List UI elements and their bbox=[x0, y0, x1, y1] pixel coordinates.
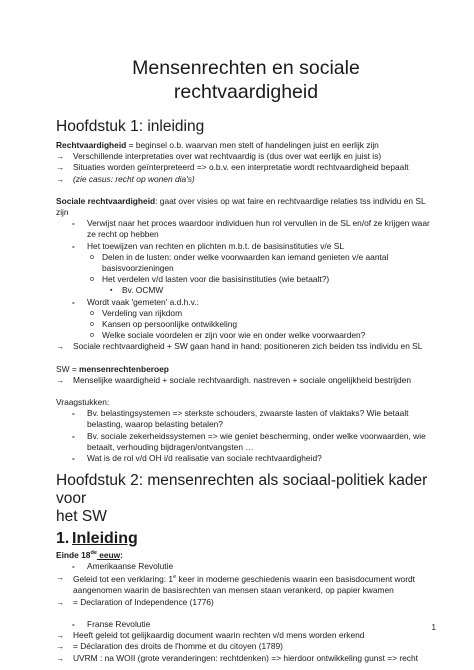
arrow-item: → Geleid tot een verklaring: 1e keer in moderne geschiedenis waarin een basisdocument wordt bbox=[56, 572, 415, 585]
circle-item: o Het verdelen v/d lasten voor die basisinstituties (wie betaalt?) bbox=[90, 274, 330, 285]
dash-bullet: - bbox=[72, 430, 75, 441]
page-number: 1 bbox=[431, 623, 436, 632]
arrow-item: → Sociale rechtvaardigheid + SW gaan hand in hand: positioneren zich beiden tss individu en SL bbox=[56, 341, 423, 352]
arrow-icon: → bbox=[56, 374, 65, 385]
arrow-item: → Verschillende interpretaties over wat rechtvaardig is (dus over wat eerlijk en juist is) bbox=[56, 151, 382, 162]
dash-item: - Wordt vaak 'gemeten' a.d.h.v.: bbox=[72, 296, 199, 307]
term: Sociale rechtvaardigheid bbox=[56, 195, 156, 206]
square-bullet: ▪ bbox=[110, 287, 113, 295]
arrow-icon: → bbox=[56, 630, 65, 641]
dash-item-continued: belasting, waarop belasting betalen? bbox=[87, 419, 223, 430]
circle-item: o Kansen op persoonlijke ontwikkeling bbox=[90, 319, 238, 330]
circle-bullet: o bbox=[90, 276, 94, 284]
vraagstukken-label: Vraagstukken: bbox=[56, 397, 110, 408]
circle-bullet: o bbox=[90, 321, 94, 329]
term: Rechtvaardigheid bbox=[56, 140, 127, 150]
definition-rechtvaardigheid bbox=[56, 140, 436, 151]
dash-bullet: - bbox=[72, 296, 75, 307]
title-line-1: Mensenrechten en sociale bbox=[132, 57, 360, 79]
title-line-2: rechtvaardigheid bbox=[173, 81, 319, 103]
document-title bbox=[56, 0, 436, 104]
chapter-2-heading: Hoofdstuk 2: mensenrechten als sociaal-politiek kader voor het SW bbox=[56, 472, 428, 526]
sw-definition: SW = mensenrechtenberoep bbox=[56, 363, 169, 374]
circle-item: o Verdeling van rijkdom bbox=[90, 307, 183, 318]
term: mensenrechtenberoep bbox=[79, 363, 169, 374]
dash-item: - Bv. sociale zekerheidssystemen => wie geniet bescherming, onder welke voorwaarden, wie bbox=[72, 430, 426, 441]
arrow-item: → Menselijke waardigheid + sociale rechtvaardigh. nastreven + sociale ongelijkheid bestrijden bbox=[56, 374, 411, 385]
arrow-item: → UVRM : na WOII (grote veranderingen: rechtdenken) => hierdoor ontwikkeling gunst => recht bbox=[56, 652, 418, 663]
arrow-icon: → bbox=[56, 652, 65, 663]
arrow-icon: → bbox=[56, 572, 65, 583]
arrow-item: → (zie casus: recht op wonen dia's) bbox=[56, 173, 195, 184]
dash-bullet: - bbox=[72, 218, 75, 229]
definition-text: = beginsel o.b. waarvan men stelt of handelingen juist en eerlijk zijn bbox=[126, 140, 379, 150]
dash-item-continued: betaalt, verhouding bijdragen/ontvangsten … bbox=[87, 441, 254, 452]
era-label: Einde 18de eeuw: bbox=[56, 550, 123, 561]
definition-sociale-rechtvaardigheid: Sociale rechtvaardigheid: gaat over visies op wat faire en rechtvaardige relaties tss individu en SL zijn bbox=[56, 195, 426, 218]
arrow-item-continued: aangenomen waarin de basisrechten van mensen staan verankerd, op papier kwamen bbox=[73, 585, 394, 596]
arrow-item: → Situaties worden geïnterpreteerd => o.b.v. een interpretatie wordt rechtvaardigheid bepaalt bbox=[56, 162, 409, 173]
section-heading: 1. Inleiding bbox=[56, 530, 138, 548]
dash-bullet: - bbox=[72, 453, 75, 464]
circle-bullet: o bbox=[90, 332, 94, 340]
arrow-icon: → bbox=[56, 162, 65, 173]
dash-item: - Wat is de rol v/d OH i/d realisatie van sociale rechtvaardigheid? bbox=[72, 453, 322, 464]
dash-bullet: - bbox=[72, 240, 75, 251]
arrow-icon: → bbox=[56, 151, 65, 162]
circle-bullet: o bbox=[90, 309, 94, 317]
arrow-icon: → bbox=[56, 173, 65, 184]
arrow-item: → = Déclaration des droits de l'homme et du citoyen (1789) bbox=[56, 641, 283, 652]
chapter-1-heading: Hoofdstuk 1: inleiding bbox=[56, 118, 205, 135]
circle-item: o Delen in de lusten: onder welke voorwaarden kan iemand genieten v/e aantal bbox=[90, 251, 389, 262]
dash-item: - Verwijst naar het proces waardoor individuen hun rol vervullen in de SL en/of ze krijgen waar bbox=[72, 218, 430, 229]
dash-bullet: - bbox=[72, 618, 75, 629]
dash-item: - Franse Revolutie bbox=[72, 618, 151, 629]
arrow-icon: → bbox=[56, 596, 65, 607]
arrow-icon: → bbox=[56, 341, 65, 352]
dash-bullet: - bbox=[72, 561, 75, 572]
circle-item-continued: basisvoorzieningen bbox=[102, 263, 174, 274]
dash-item: - Bv. belastingsystemen => sterkste schouders, zwaarste lasten of vlaktaks? Wie betaalt bbox=[72, 408, 409, 419]
dash-bullet: - bbox=[72, 408, 75, 419]
arrow-item: → Heeft geleid tot gelijkaardig document waarin rechten v/d mens worden erkend bbox=[56, 630, 365, 641]
circle-item: o Welke sociale voordelen er zijn voor wie en onder welke voorwaarden? bbox=[90, 330, 366, 341]
dash-item-continued: ze recht op hebben bbox=[87, 229, 159, 240]
dash-item: - Amerikaanse Revolutie bbox=[72, 561, 174, 572]
square-item: ▪ Bv. OCMW bbox=[110, 285, 164, 296]
dash-item: - Het toewijzen van rechten en plichten m.b.t. de basisinstituties v/e SL bbox=[72, 240, 344, 251]
circle-bullet: o bbox=[90, 253, 94, 261]
arrow-icon: → bbox=[56, 641, 65, 652]
arrow-item: → = Declaration of Independence (1776) bbox=[56, 596, 214, 607]
